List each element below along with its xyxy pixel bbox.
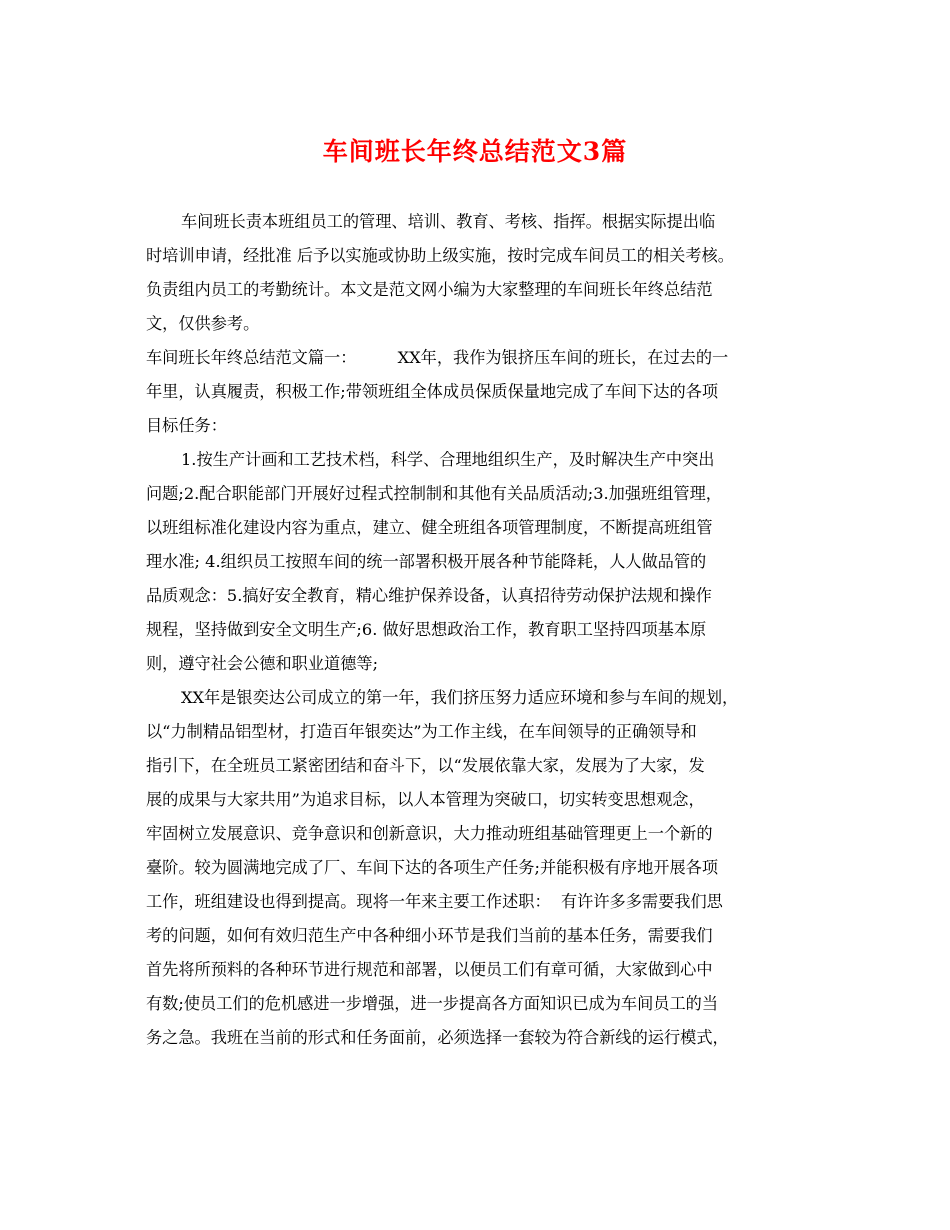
paragraph-line: 工作，班组建设也得到提高。现将一年来主要工作述职： 有许许多多需要我们思 [146, 892, 723, 911]
paragraph-line: 考的问题，如何有效归范生产中各种细小环节是我们当前的基本任务，需要我们 [146, 926, 713, 945]
paragraph-line: 车间班长年终总结范文篇一： XX年，我作为银挤压车间的班长，在过去的一 [146, 348, 729, 367]
paragraph-line: 指引下，在全班员工紧密团结和奋斗下，以“发展依靠大家，发展为了大家，发 [146, 756, 705, 775]
paragraph-line: XX年是银奕达公司成立的第一年，我们挤压努力适应环境和参与车间的规划， [181, 688, 739, 707]
paragraph-line: 则，遵守社会公德和职业道德等; [146, 654, 379, 673]
paragraph-line: 以“力制精品铝型材，打造百年银奕达”为工作主线，在车间领导的正确领导和 [146, 722, 697, 741]
paragraph-line: 有数;使员工们的危机感进一步增强，进一步提高各方面知识已成为车间员工的当 [146, 994, 719, 1013]
paragraph-line: 首先将所预料的各种环节进行规范和部署，以便员工们有章可循，大家做到心中 [146, 960, 713, 979]
paragraph-line: 臺阶。较为圆满地完成了厂、车间下达的各项生产任务;并能积极有序地开展各项 [146, 858, 719, 877]
paragraph-line: 规程，坚持做到安全文明生产;6. 做好思想政治工作，教育职工坚持四项基本原 [146, 620, 707, 639]
paragraph-line: 牢固树立发展意识、竞争意识和创新意识，大力推动班组基础管理更上一个新的 [146, 824, 713, 843]
paragraph-line: 目标任务： [146, 416, 227, 435]
paragraph-line: 车间班长责本班组员工的管理、培训、教育、考核、指挥。根据实际提出临 [181, 212, 716, 231]
paragraph-line: 展的成果与大家共用”为追求目标，以人本管理为突破口，切实转变思想观念， [146, 790, 705, 809]
paragraph-line: 时培训申请，经批准 后予以实施或协助上级实施，按时完成车间员工的相关考核。 [146, 246, 734, 265]
document-title: 车间班长年终总结范文3篇 [322, 137, 628, 166]
paragraph-line: 负责组内员工的考勤统计。本文是范文网小编为大家整理的车间班长年终总结范 [146, 280, 713, 299]
document-body [146, 205, 811, 1055]
paragraph-line: 理水准; 4.组织员工按照车间的统一部署积极开展各种节能降耗，人人做品管的 [146, 552, 707, 571]
paragraph-line: 1.按生产计画和工艺技术档，科学、合理地组织生产，及时解决生产中突出 [181, 450, 715, 469]
paragraph-line: 务之急。我班在当前的形式和任务面前，必须选择一套较为符合新线的运行模式， [146, 1028, 729, 1047]
paragraph-line: 品质观念：5.搞好安全教育，精心维护保养设备，认真招待劳动保护法规和操作 [146, 586, 712, 605]
paragraph-line: 问题;2.配合职能部门开展好过程式控制制和其他有关品质活动;3.加强班组管理， [146, 484, 722, 503]
paragraph-line: 年里，认真履责，积极工作;带领班组全体成员保质保量地完成了车间下达的各项 [146, 382, 719, 401]
paragraph-line: 文，仅供参考。 [146, 314, 260, 333]
paragraph-line: 以班组标准化建设内容为重点，建立、健全班组各项管理制度，不断提高班组管 [146, 518, 713, 537]
